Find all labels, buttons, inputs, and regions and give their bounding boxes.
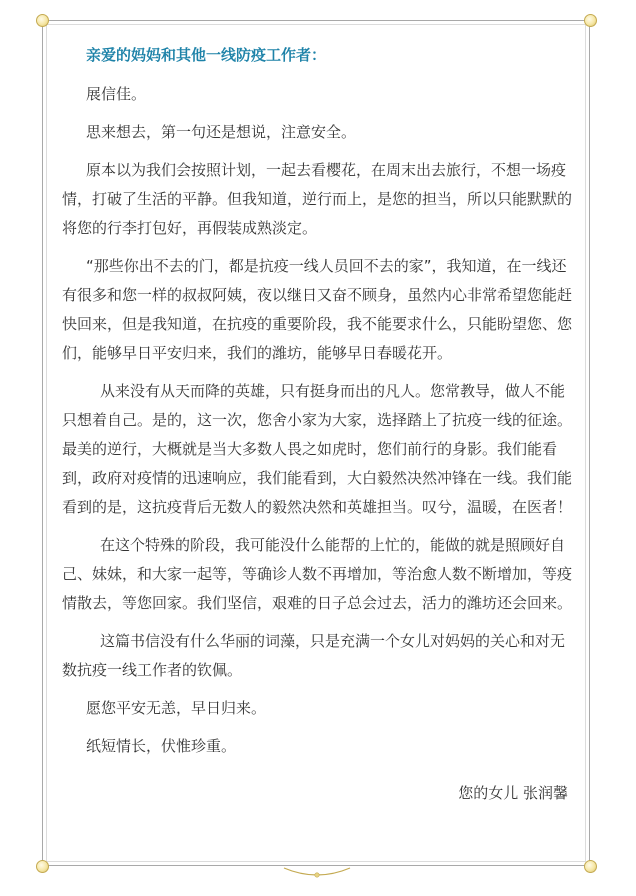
letter-signature: 您的女儿 张润馨 xyxy=(458,784,568,802)
corner-bead-bottom-left-icon xyxy=(36,860,49,873)
letter-paragraph: 愿您平安无恙，早日归来。 xyxy=(86,699,267,717)
corner-bead-top-right-icon xyxy=(584,14,597,27)
letter-paragraph: 原本以为我们会按照计划，一起去看樱花，在周末出去旅行，不想一场疫情，打破了生活的平静。但我知道，逆行而上，是您的担当，所以只能默默的将您的行李打包好，再假装成熟淡定。 xyxy=(62,161,573,237)
letter-greeting: 亲爱的妈妈和其他一线防疫工作者： xyxy=(86,46,327,64)
letter-paragraph: “那些你出不去的门，都是抗疫一线人员回不去的家”，我知道，在一线还有很多和您一样的叔叔阿姨，夜以继日又奋不顾身，虽然内心非常希望您能赶快回来，但是我知道，在抗疫的重要阶段，我不能要求什么，只能盼望您、您们，能够早日平安归来，我们的潍坊，能够早日春暖花开。 xyxy=(62,257,573,362)
letter-paragraph: 从来没有从天而降的英雄，只有挺身而出的凡人。您常教导，做人不能只想着自己。是的，这一次，您舍小家为大家，选择踏上了抗疫一线的征途。最美的逆行，大概就是当大多数人畏之如虎时，您们前行的身影。我们能看到，政府对疫情的迅速响应，我们能看到，大白毅然决然冲锋在一线。我们能看到的是，这抗疫背后无数人的毅然决然和英雄担当。叹兮，温暖，在医者！ xyxy=(62,382,573,516)
letter-paragraph: 思来想去，第一句还是想说，注意安全。 xyxy=(86,123,357,141)
corner-bead-top-left-icon xyxy=(36,14,49,27)
bottom-ornament-icon xyxy=(282,866,352,880)
letter-body xyxy=(62,40,576,817)
corner-bead-bottom-right-icon xyxy=(584,860,597,873)
letter-paragraph: 在这个特殊的阶段，我可能没什么能帮的上忙的，能做的就是照顾好自己、妹妹，和大家一起等，等确诊人数不再增加，等治愈人数不断增加，等疫情散去，等您回家。我们坚信，艰难的日子总会过去，活力的潍坊还会回来。 xyxy=(62,536,573,612)
letter-paragraph: 展信佳。 xyxy=(86,85,147,103)
letter-paragraph: 这篇书信没有什么华丽的词藻，只是充满一个女儿对妈妈的关心和对无数抗疫一线工作者的钦佩。 xyxy=(62,632,566,679)
letter-paragraph: 纸短情长，伏惟珍重。 xyxy=(86,737,237,755)
